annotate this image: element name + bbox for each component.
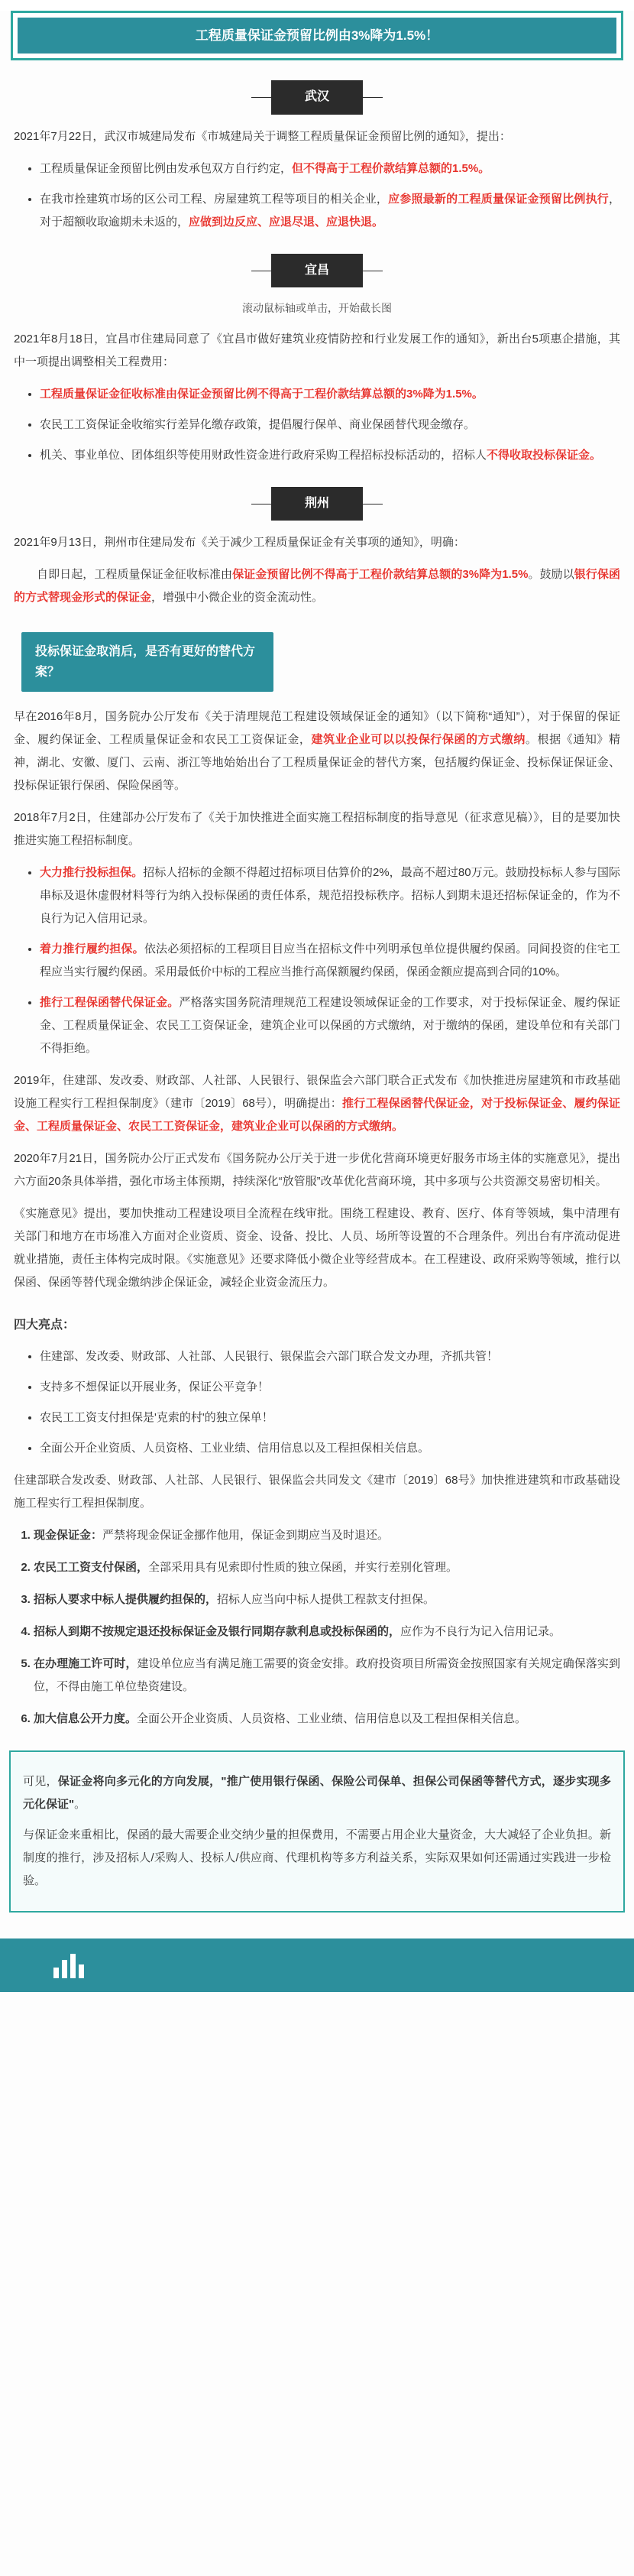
list-item: [40, 444, 620, 467]
list-item: • 农民工工资支付担保是'克索的村'的独立保单！: [40, 1406, 620, 1429]
doc-lead-paragraph: 住建部联合发改委、财政部、人社部、人民银行、银保监会共同发文《建市〔2019〕68号》加快推进建筑和市政基础设施工程实行工程担保制度。: [14, 1473, 620, 1510]
list-item: [40, 383, 620, 406]
bullet-text-highlight: 工程质量保证金征收标准由保证金预留比例不得高于工程价款结算总额的3%降为1.5%。: [40, 387, 484, 401]
item-title: 招标人要求中标人提供履约担保的，: [34, 1592, 218, 1606]
question-callout: 投标保证金取消后，是否有更好的替代方案？: [21, 632, 273, 692]
bullet-text: 工程质量保证金预留比例由发承包双方自行约定，: [40, 161, 293, 175]
body-text-highlight: 银行保函的方式替现金形式的保证金: [14, 567, 620, 604]
chart-logo-icon: [53, 1952, 87, 1978]
numbered-provisions-list: [14, 1524, 620, 1731]
item-body: 招标人招标的金额不得超过招标项目估算价的2%，最高不超过80万元。鼓励投标标人参与国际串标及退休虚假材料等行为纳入投标保函的责任体系，规范招投标秩序。招标人到期未退还招标保证金的，作为不良行为记入信用记录。: [40, 866, 620, 926]
conclusion-emphasis: 保证金将向多元化的方向发展，"推广使用银行保函、保险公司保单、担保公司保函等替代方式，逐步实现多元化保证": [23, 1774, 611, 1811]
section-chip-label: 荆州: [271, 487, 363, 521]
policy-2018-lead: 2018年7月2日，住建部办公厅发布了《关于加快推进全面实施工程招标制度的指导意见（征求意见稿）》，目的是要加快推进实施工程招标制度。: [14, 811, 620, 848]
section-lead-wuhan: 2021年7月22日，武汉市城建局发布《市城建局关于调整工程质量保证金预留比例的通知》，提出：: [14, 129, 511, 143]
item-title: 加大信息公开力度。: [34, 1711, 137, 1725]
item-body: 应作为不良行为记入信用记录。: [400, 1624, 561, 1638]
section-header-wuhan: [14, 80, 620, 114]
bullet-text: 在我市拴建筑市场的区公司工程、房屋建筑工程等项目的相关企业，: [40, 192, 389, 206]
item-title: 在办理施工许可时，: [34, 1656, 137, 1670]
body-text: 自即日起，工程质量保证金征收标准由: [37, 567, 233, 581]
headline-banner: [11, 11, 623, 60]
list-item: • 住建部、发改委、财政部、人社部、人民银行、银保监会六部门联合发文办理，齐抓共管！: [40, 1345, 620, 1368]
scroll-hint: 滚动鼠标轴或单击，开始截长图: [242, 301, 392, 314]
policy-2019-paragraph: [14, 1069, 620, 1138]
list-item: [40, 938, 620, 984]
bullet-text: 农民工工资保证金收缩实行差异化缴存政策，提倡履行保单、商业保函替代现金缴存。: [40, 417, 476, 431]
policy-highlight: 推行工程保函替代保证金，对于投标保证金、履约保证金、工程质量保证金、农民工工资保证金，建筑业企业可以保函的方式缴纳。: [14, 1097, 620, 1134]
section-lead-yichang: 2021年8月18日，宜昌市住建局同意了《宜昌市做好建筑业疫情防控和行业发展工作的通知》，新出台5项惠企措施，其中一项提出调整相关工程费用：: [14, 332, 620, 368]
section-body-jingzhou: [14, 563, 620, 609]
conclusion-text: 与保证金来重相比，保函的最大需要企业交纳少量的担保费用，不需要占用企业大量资金，大大减轻了企业负担。新制度的推行，涉及招标人/采购人、投标人/供应商、代理机构等多方利益关系，实际双果如何还需通过实践进一步检验。: [23, 1828, 611, 1887]
list-item: [34, 1556, 620, 1579]
body-text: 。鼓励以: [528, 567, 574, 581]
bullet-text: ，对于超额收取逾期未未返的，: [40, 192, 620, 229]
four-points-list: [14, 1345, 620, 1460]
body-text: ，增强中小微企业的资金流动性。: [151, 590, 324, 604]
list-item: • 支持多不想保证以开展业务，保证公平竞争！: [40, 1376, 620, 1399]
bullet-text-highlight: 应做到边反应、应退尽退、应退快退。: [189, 215, 384, 229]
conclusion-paragraph-2: [23, 1824, 611, 1893]
item-title: 农民工工资支付保函，: [34, 1560, 149, 1574]
section-header-jingzhou: [14, 487, 620, 521]
headline-text: 工程质量保证金预留比例由3%降为1.5%！: [18, 18, 616, 54]
bullet-text: 机关、事业单位、团体组织等使用财政性资金进行政府采购工程招标投标活动的，招标人: [40, 448, 487, 462]
article-page: [0, 11, 634, 2576]
policy-highlight: 建筑业企业可以以投保行保函的方式缴纳: [311, 733, 526, 747]
section-lead-jingzhou: 2021年9月13日，荆州市住建局发布《关于减少工程质量保证金有关事项的通知》，明确：: [14, 535, 465, 549]
item-body: 依法必须招标的工程项目目应当在招标文件中列明承包单位提供履约保函。同间投资的住宅工程应当实行履约保函。采用最低价中标的工程应当推行高保额履约保函，保函金额应提高到合同的10%。: [40, 942, 620, 979]
policy-2016-paragraph: [14, 706, 620, 797]
item-body: 全部采用具有见索即付性质的独立保函，并实行差别化管理。: [148, 1560, 458, 1574]
item-body: 全面公开企业资质、人员资格、工业业绩、信用信息以及工程担保相关信息。: [137, 1711, 527, 1725]
section-chip-label: 武汉: [271, 80, 363, 114]
policy-2020-paragraph-2: 《实施意见》提出，要加快推动工程建设项目全流程在线审批。围绕工程建设、教育、医疗、体育等领域，集中清理有关部门和地方在市场准入方面对企业资质、资金、设备、投比、人员、场所等设置的不合理条件。列出台有序流动促进就业措施，责任主体构完成时限。《实施意见》还要求降低小微企业等经营成本。在工程建设、政府采购等领域，推行以保函、保函等替代现金缴纳涉企保证金，减轻企业资金流压力。: [14, 1207, 620, 1290]
policy-2018-list: [14, 861, 620, 1060]
list-item: [34, 1708, 620, 1731]
footer-bar: [0, 1938, 634, 1992]
body-text-highlight: 保证金预留比例不得高于工程价款结算总额的3%降为1.5%: [232, 567, 529, 581]
bullet-text-highlight: 应参照最新的工程质量保证金预留比例执行: [388, 192, 609, 206]
item-title: 现金保证金：: [34, 1528, 103, 1542]
item-title: 招标人到期不按规定退还投标保证金及银行同期存款利息或投标保函的，: [34, 1624, 401, 1638]
bullet-list-yichang: [14, 383, 620, 467]
list-item: [40, 188, 620, 234]
conclusion-paragraph-1: [23, 1770, 611, 1816]
section-header-yichang: [14, 254, 620, 287]
bullet-text-highlight: 但不得高于工程价款结算总额的1.5%。: [292, 161, 490, 175]
list-item: [40, 414, 620, 436]
policy-lead: 早在2016年8月，国务院办公厅发布《关于清理规范工程建设领域保证金的通知》（以下简称“通知”），对于保留的保证金、履约保证金、工程质量保证金和农民工工资保证金，: [14, 710, 620, 747]
four-points-title: 四大亮点：: [14, 1319, 76, 1332]
list-item: [40, 157, 620, 180]
policy-2020-paragraph-1: 2020年7月21日，国务院办公厅正式发布《国务院办公厅关于进一步优化营商环境更好服务市场主体的实施意见》，提出六方面20条具体举措，强化市场主体预期，持续深化“放管服”改革优化营商环境，其中多项与公共资源交易密切相关。: [14, 1152, 620, 1189]
section-chip-label: 宜昌: [271, 254, 363, 287]
conclusion-text: 可见，: [23, 1774, 58, 1788]
policy-lead: 2019年，住建部、发改委、财政部、人社部、人民银行、银保监会六部门联合正式发布《加快推进房屋建筑和市政基础设施工程实行工程担保制度》（建市〔2019〕68号），明确提出：: [14, 1074, 620, 1111]
list-item: [34, 1588, 620, 1611]
list-item: [34, 1653, 620, 1698]
list-item: [40, 991, 620, 1060]
item-body: 建设单位应当有满足施工需要的资金安排。政府投资项目所需资金按照国家有关规定确保落实到位，不得由施工单位垫资建设。: [34, 1656, 620, 1693]
item-title: 着力推行履约担保。: [40, 942, 144, 956]
policy-tail: 。根据《通知》精神，湖北、安徽、厦门、云南、浙江等地始始出台了工程质量保证金的替代方案，包括履约保证金、投标保证保证金、投标保证银行保函、保险保函等。: [14, 733, 620, 793]
item-body: 严禁将现金保证金挪作他用，保证金到期应当及时退还。: [102, 1528, 390, 1542]
item-body: 严格落实国务院清理规范工程建设领域保证金的工作要求，对于投标保证金、履约保证金、工程质量保证金、农民工工资保证金，建筑企业可以保函的方式缴纳，对于缴纳的保函，建设单位和有关部门不得拒绝。: [40, 996, 620, 1056]
list-item: [34, 1524, 620, 1547]
list-item: • 全面公开企业资质、人员资格、工业业绩、信用信息以及工程担保相关信息。: [40, 1437, 620, 1460]
bullet-text-highlight: 不得收取投标保证金。: [487, 448, 602, 462]
list-item: [40, 861, 620, 930]
item-body: 招标人应当向中标人提供工程款支付担保。: [217, 1592, 435, 1606]
conclusion-box: [9, 1750, 625, 1913]
bullet-list-wuhan: [14, 157, 620, 234]
item-title: 大力推行投标担保。: [40, 866, 144, 880]
item-title: 推行工程保函替代保证金。: [40, 996, 180, 1010]
conclusion-text: 。: [74, 1797, 86, 1811]
list-item: [34, 1621, 620, 1643]
